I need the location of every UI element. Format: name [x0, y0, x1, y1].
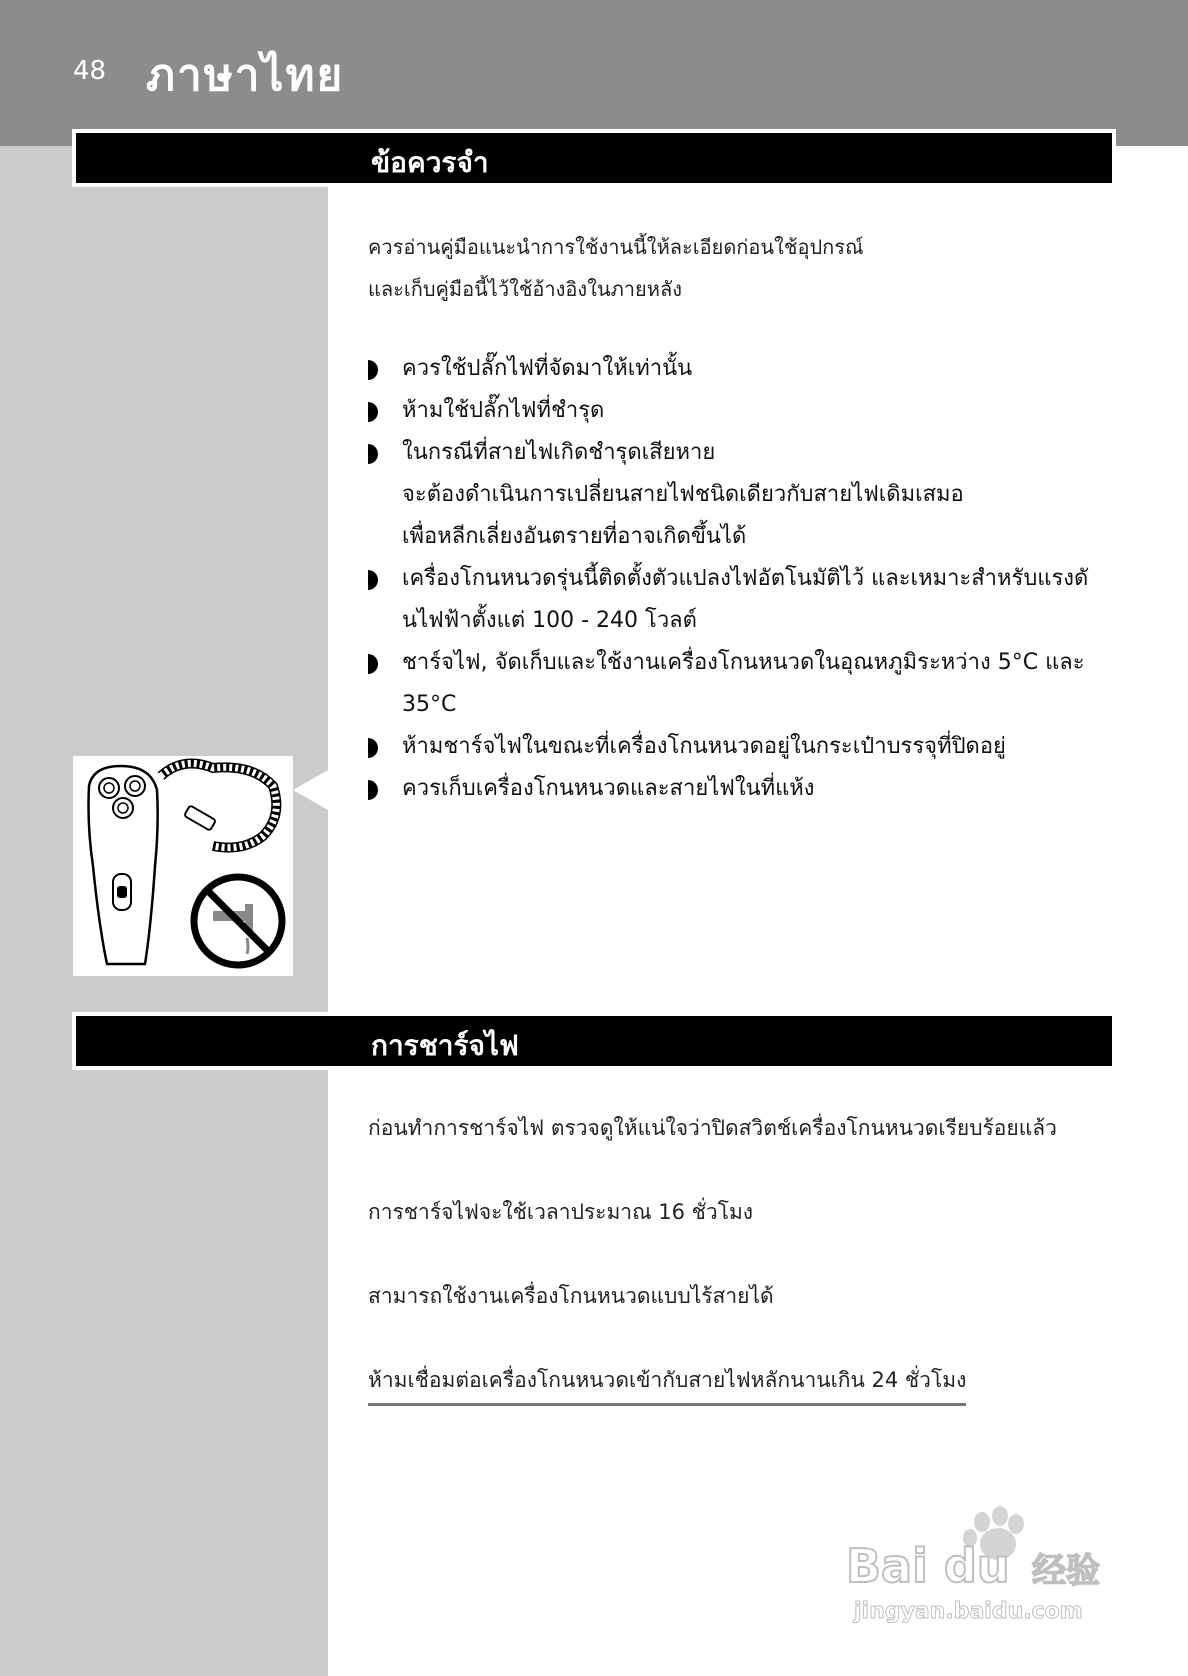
bullet-text: 35°C: [402, 692, 457, 717]
list-item: [368, 432, 1108, 558]
intro-line: และเก็บคู่มือนี้ไว้ใช้อ้างอิงในภายหลัง: [368, 277, 682, 301]
charging-paragraph: สามารถใช้งานเครื่องโกนหนวดแบบไร้สายได้: [368, 1284, 774, 1308]
charging-paragraph: การชาร์จไฟจะใช้เวลาประมาณ 16 ชั่วโมง: [368, 1200, 754, 1224]
bullet-text: เพื่อหลีกเลี่ยงอันตรายที่อาจเกิดขึ้นได้: [402, 524, 747, 549]
bullet-text: ชาร์จไฟ, จัดเก็บและใช้งานเครื่องโกนหนวดในอุณหภูมิระหว่าง 5°C และ: [402, 650, 1085, 675]
section-header-charging: [73, 1013, 1115, 1069]
charging-paragraph: ก่อนทำการชาร์จไฟ ตรวจดูให้แน่ใจว่าปิดสวิตช์เครื่องโกนหนวดเรียบร้อยแล้ว: [368, 1116, 1057, 1140]
bullet-text: ห้ามชาร์จไฟในขณะที่เครื่องโกนหนวดอยู่ในกระเป๋าบรรจุที่ปิดอยู่: [402, 734, 1006, 759]
bullet-marker-icon: [368, 444, 378, 464]
shaver-with-cord-icon: [73, 756, 293, 976]
list-item: [368, 348, 1108, 390]
bullet-text: ควรใช้ปลั๊กไฟที่จัดมาให้เท่านั้น: [402, 356, 693, 381]
list-item: [368, 558, 1108, 642]
bullet-marker-icon: [368, 780, 378, 800]
section-title: การชาร์จไฟ: [371, 1029, 519, 1062]
bullet-marker-icon: [368, 360, 378, 380]
bullet-text: จะต้องดำเนินการเปลี่ยนสายไฟชนิดเดียวกับสายไฟเดิมเสมอ: [402, 482, 964, 507]
bullet-marker-icon: [368, 738, 378, 758]
page-number: 48: [73, 56, 107, 86]
section-title: ข้อควรจำ: [371, 146, 489, 179]
intro-paragraph: [368, 226, 1128, 310]
list-item: [368, 768, 1108, 810]
baidu-paw-logo-icon: [840, 1500, 1120, 1630]
intro-line: ควรอ่านคู่มือแนะนำการใช้งานนี้ให้ละเอียดก่อนใช้อุปกรณ์: [368, 235, 864, 259]
bullet-text: ในกรณีที่สายไฟเกิดชำรุดเสียหาย: [402, 440, 716, 465]
bullet-marker-icon: [368, 402, 378, 422]
charging-warning: ห้ามเชื่อมต่อเครื่องโกนหนวดเข้ากับสายไฟหลักนานเกิน 24 ชั่วโมง: [368, 1364, 966, 1406]
warning-list: [368, 348, 1108, 810]
svg-text:jingyan.baidu.com: jingyan.baidu.com: [854, 1599, 1083, 1624]
shaver-illustration: [73, 756, 293, 976]
baidu-watermark: [840, 1500, 1120, 1630]
language-heading: ภาษาไทย: [146, 50, 345, 101]
callout-pointer: [293, 770, 328, 810]
bullet-text: ควรเก็บเครื่องโกนหนวดและสายไฟในที่แห้ง: [402, 776, 815, 801]
list-item: [368, 642, 1108, 726]
list-item: [368, 726, 1108, 768]
bullet-marker-icon: [368, 654, 378, 674]
bullet-marker-icon: [368, 570, 378, 590]
bullet-text: เครื่องโกนหนวดรุ่นนี้ติดตั้งตัวแปลงไฟอัตโนมัติไว้ และเหมาะสำหรับแรงดั: [402, 566, 1089, 591]
list-item: [368, 390, 1108, 432]
section-header-important: [73, 130, 1115, 186]
svg-text:Bai du: Bai du: [846, 1539, 1010, 1593]
bullet-text: ห้ามใช้ปลั๊กไฟที่ชำรุด: [402, 398, 605, 423]
bullet-text: นไฟฟ้าตั้งแต่ 100 - 240 โวลต์: [402, 608, 697, 633]
svg-text:经验: 经验: [1032, 1551, 1100, 1591]
